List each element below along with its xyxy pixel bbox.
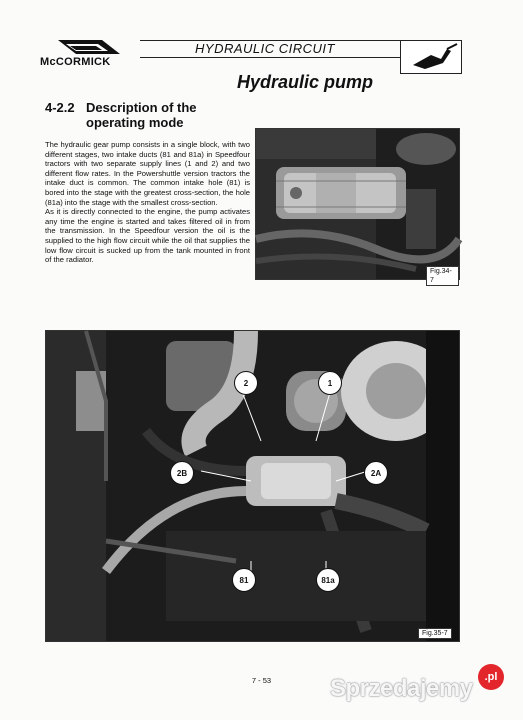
callout-81: 81 <box>232 568 256 592</box>
section-title: HYDRAULIC CIRCUIT <box>195 41 335 56</box>
body-paragraph-2: As it is directly connected to the engine, the pump activates any time the engine is started and takes filtered oil in from the transmission. In the Speedfour version the oil is the supplied to the high flow circuit while the oil that supplies the low flow circuit is sucked up from the tank mounted in front of the radiator. <box>45 207 250 265</box>
callout-1: 1 <box>318 371 342 395</box>
body-paragraph-1: The hydraulic gear pump consists in a single block, with two different stages, two intake ducts (81 and 81a) in Speedfour tractors with two separate supply lines (1 and 2) and two different flow rates. In the Powershuttle version tractors the intake duct is common. The common intake hole (81) is bored into the stage with the greatest cross-section, the hole (81a) into the stage with the smallest cross-section. <box>45 140 250 207</box>
pump-closeup-image <box>256 129 459 279</box>
page-number: 7 - 53 <box>251 676 272 685</box>
watermark-badge: .pl <box>478 664 504 690</box>
callout-2a: 2A <box>364 461 388 485</box>
heading-number: 4-2.2 <box>45 100 75 115</box>
oil-can-icon <box>401 41 461 73</box>
section-icon-box <box>400 40 462 74</box>
body-text <box>45 140 250 265</box>
figure-label: Fig.34-7 <box>426 266 459 286</box>
callout-2b: 2B <box>170 461 194 485</box>
callout-81a: 81a <box>316 568 340 592</box>
callout-2: 2 <box>234 371 258 395</box>
figure-label: Fig.35-7 <box>418 628 452 639</box>
watermark-text: Sprzedajemy <box>330 675 473 702</box>
brand-logo-text: McCORMICK <box>40 56 111 68</box>
figure-34-7-photo <box>255 128 460 284</box>
figure-35-7-photo <box>45 330 460 642</box>
heading-text: Description of the operating mode <box>86 100 197 130</box>
page-title: Hydraulic pump <box>236 72 374 92</box>
